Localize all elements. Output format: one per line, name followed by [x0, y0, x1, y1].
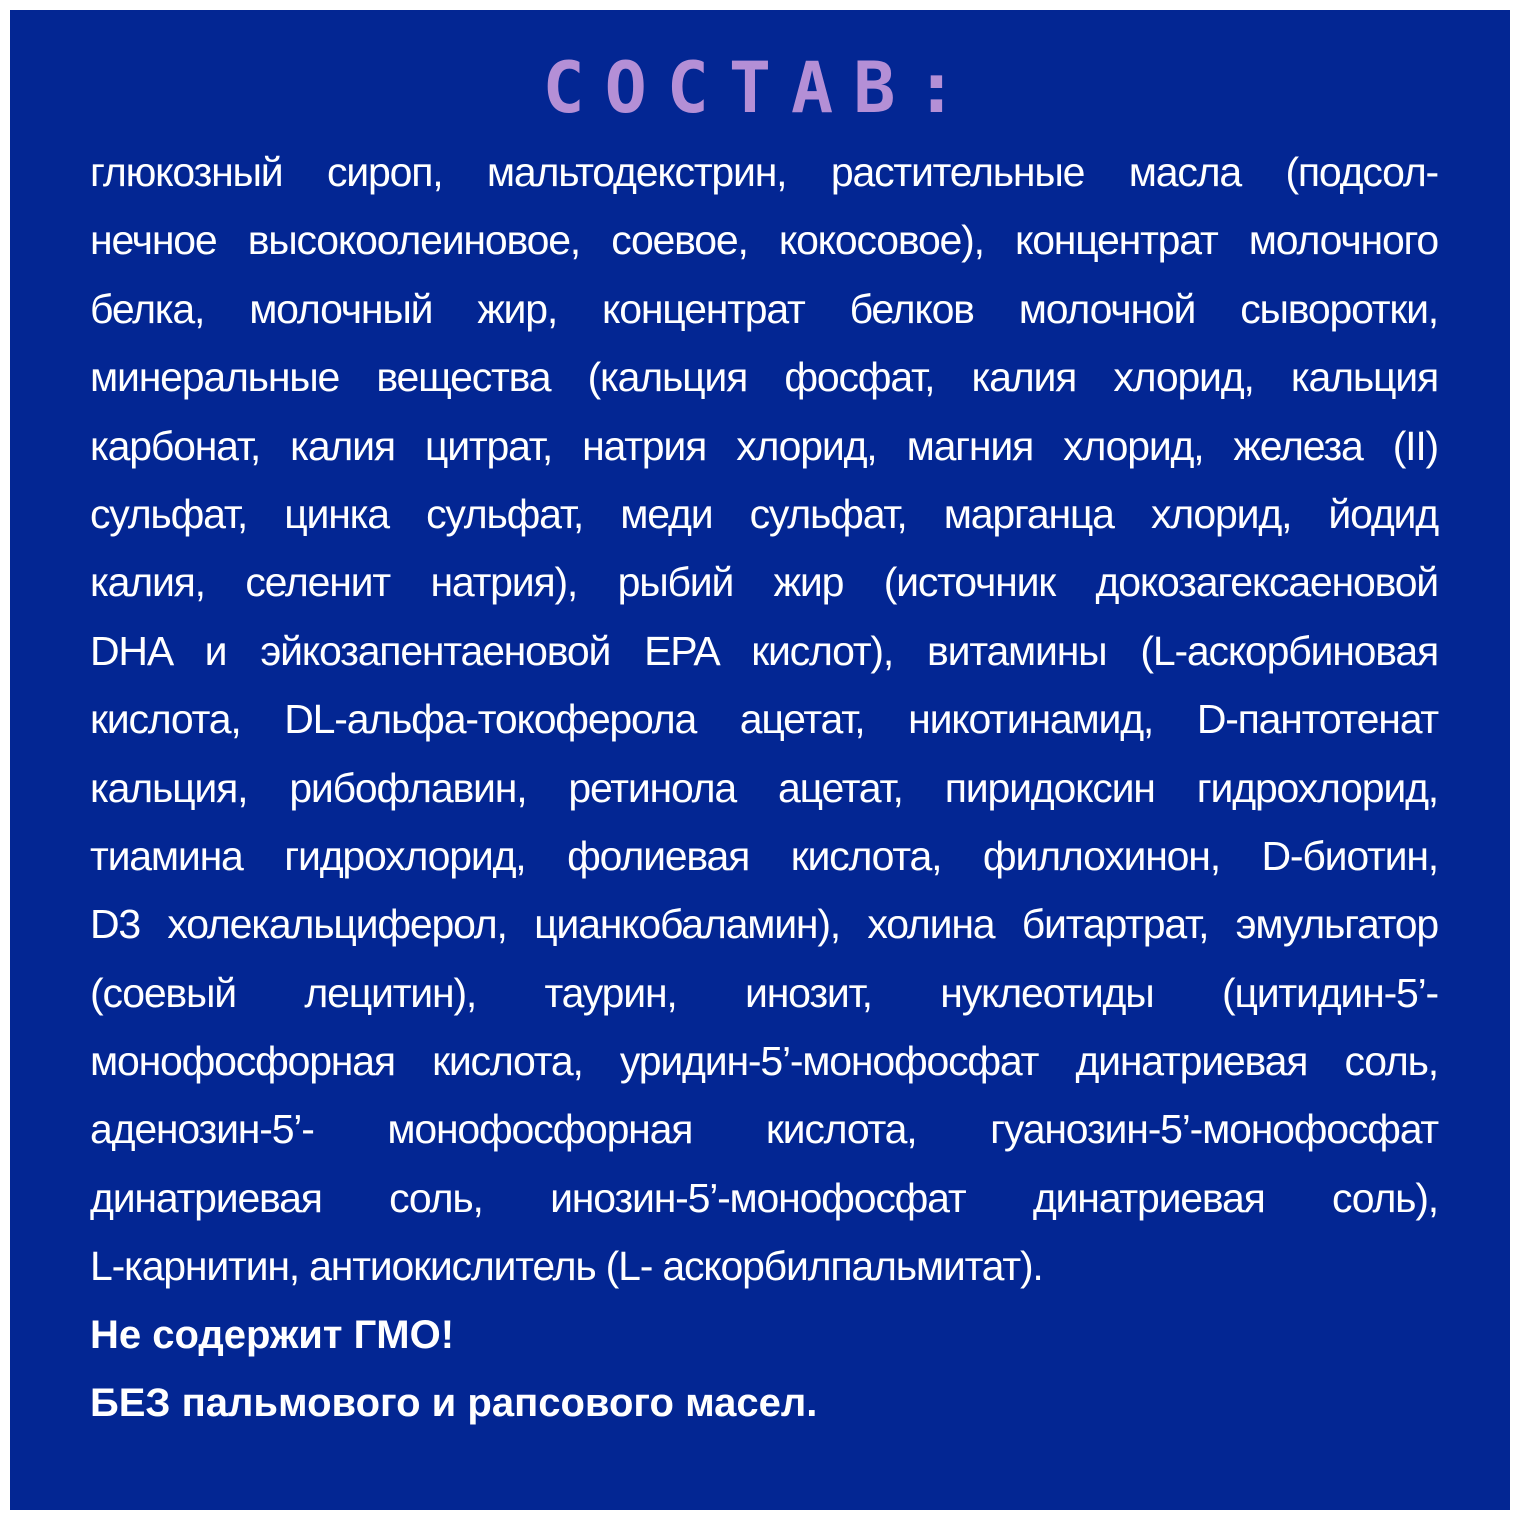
composition-panel — [10, 10, 1510, 1510]
composition-title: СОСТАВ: — [542, 47, 978, 129]
ingredients-line: калия, селенит натрия), рыбий жир (источник докозагексаеновой — [90, 559, 1438, 606]
no-palm-oil-note: БЕЗ пальмового и рапсового масел. — [90, 1381, 818, 1426]
ingredients-line: D3 холекальциферол, цианкобаламин), холина битартрат, эмульгатор — [90, 901, 1438, 948]
ingredients-line: монофосфорная кислота, уридин-5’-монофосфат динатриевая соль, — [90, 1038, 1438, 1085]
ingredients-line: минеральные вещества (кальция фосфат, калия хлорид, кальция — [90, 354, 1438, 401]
ingredients-line: тиамина гидрохлорид, фолиевая кислота, филлохинон, D-биотин, — [90, 832, 1438, 879]
ingredients-line: белка, молочный жир, концентрат белков молочной сыворотки, — [90, 285, 1438, 332]
ingredients-line: карбонат, калия цитрат, натрия хлорид, магния хлорид, железа (II) — [90, 422, 1438, 469]
ingredients-line: кальция, рибофлавин, ретинола ацетат, пиридоксин гидрохлорид, — [90, 764, 1438, 811]
ingredients-line: нечное высокоолеиновое, соевое, кокосовое), концентрат молочного — [90, 217, 1438, 264]
ingredients-line: (соевый лецитин), таурин, инозит, нуклеотиды (цитидин-5’- — [90, 969, 1438, 1016]
no-gmo-note: Не содержит ГМО! — [90, 1312, 455, 1357]
ingredients-line: кислота, DL-альфа-токоферола ацетат, никотинамид, D-пантотенат — [90, 696, 1438, 743]
ingredients-line: глюкозный сироп, мальтодекстрин, растительные масла (подсол- — [90, 149, 1438, 195]
ingredients-line: динатриевая соль, инозин-5’-монофосфат динатриевая соль), — [90, 1174, 1438, 1221]
ingredients-line: аденозин-5’- монофосфорная кислота, гуанозин-5’-монофосфат — [90, 1106, 1438, 1153]
ingredients-line: L-карнитин, антиокислитель (L- аскорбилпальмитат). — [90, 1243, 1043, 1290]
ingredients-text — [90, 138, 1438, 1437]
ingredients-line: DHA и эйкозапентаеновой EPA кислот), витамины (L-аскорбиновая — [90, 627, 1438, 674]
ingredients-line: сульфат, цинка сульфат, меди сульфат, марганца хлорид, йодид — [90, 490, 1438, 537]
